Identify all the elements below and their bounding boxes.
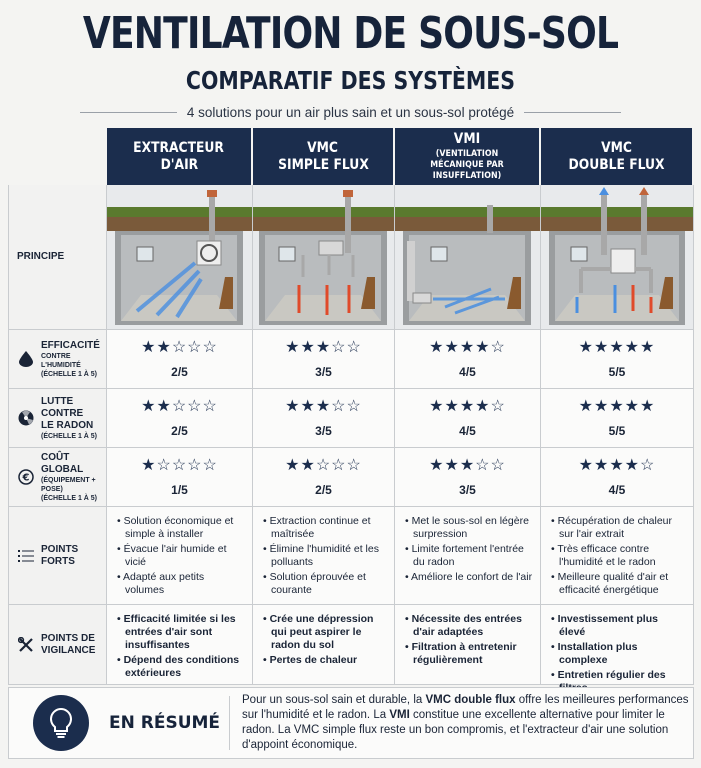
- score: 1/5: [171, 483, 188, 497]
- points-forts-vmi: [395, 507, 541, 605]
- col-header-vmc-double: VMC DOUBLE FLUX: [541, 128, 694, 185]
- row-header-points-vigilance: POINTS DE VIGILANCE: [8, 605, 107, 685]
- list-item: • Extraction continue et maîtrisée: [263, 515, 388, 541]
- points-vigilance-vmi: [395, 605, 541, 685]
- list-item: • Élimine l'humidité et les polluants: [263, 543, 388, 569]
- list-item: • Très efficace contre l'humidité et le radon: [551, 543, 687, 569]
- page-subtitle: COMPARATIF DES SYSTÈMES: [185, 66, 516, 95]
- score: 3/5: [315, 365, 332, 379]
- stars: ★☆☆☆☆: [141, 457, 218, 474]
- row-header-principe: PRINCIPE: [8, 185, 107, 330]
- summary-text: Pour un sous-sol sain et durable, la VMC double flux offre les meilleures performances sur l'humidité et le radon. La VMI constitue une excellente alternative pour limiter le radon. La VMC simple flux reste un bon compromis, et l'extracteur d'air une solution d'appoint économique.: [242, 694, 689, 751]
- lightbulb-icon: [33, 695, 89, 751]
- list-item: • Crée une dépression qui peut aspirer le radon du sol: [263, 613, 388, 652]
- score: 3/5: [459, 483, 476, 497]
- row-header-efficacite: EFFICACITÉ CONTRE L'HUMIDITÉ (ÉCHELLE 1 À 5): [8, 330, 107, 389]
- list-item: • Limite fortement l'entrée du radon: [405, 543, 534, 569]
- stars: ★★★☆☆: [429, 457, 506, 474]
- rating-cout-vmi: [395, 448, 541, 507]
- illustration-vmi: [395, 185, 541, 330]
- rating-cout-vmc-simple: [253, 448, 395, 507]
- list-item: • Pertes de chaleur: [263, 654, 388, 667]
- radon-icon: [17, 409, 35, 427]
- rating-cout-extracteur: [107, 448, 253, 507]
- list-item: • Meilleure qualité d'air et efficacité énergétique: [551, 571, 687, 597]
- list-item: • Met le sous-sol en légère surpression: [405, 515, 534, 541]
- list-item: • Efficacité limitée si les entrées d'air sont insuffisantes: [117, 613, 246, 652]
- rating-efficacite-extracteur: [107, 330, 253, 389]
- summary-divider: [229, 696, 230, 750]
- col-header-extracteur: EXTRACTEUR D'AIR: [107, 128, 253, 185]
- list-item: • Évacue l'air humide et vicié: [117, 543, 246, 569]
- rating-efficacite-vmc-simple: [253, 330, 395, 389]
- points-forts-vmc-double: [541, 507, 694, 605]
- divider-left: [80, 112, 177, 113]
- comparison-table: [8, 128, 694, 685]
- stars: ★★★★☆: [578, 457, 656, 474]
- score: 4/5: [608, 483, 626, 497]
- rating-efficacite-vmi: [395, 330, 541, 389]
- stars: ★★★★★: [578, 339, 656, 356]
- score: 5/5: [608, 424, 626, 438]
- page-title: VENTILATION DE SOUS-SOL: [82, 8, 619, 59]
- list-item: • Solution économique et simple à installer: [117, 515, 246, 541]
- rating-radon-extracteur: [107, 389, 253, 448]
- points-vigilance-vmc-simple: [253, 605, 395, 685]
- illustration-vmc-simple: [253, 185, 395, 330]
- row-header-cout: € COÛT GLOBAL (ÉQUIPEMENT + POSE) (ÉCHELLE 1 À 5): [8, 448, 107, 507]
- illustration-extracteur: [107, 185, 253, 330]
- rating-radon-vmc-simple: [253, 389, 395, 448]
- stars: ★★★☆☆: [285, 339, 362, 356]
- stars: ★★★★★: [578, 398, 656, 415]
- list-item: • Investissement plus élevé: [551, 613, 687, 639]
- stars: ★★★★☆: [429, 339, 506, 356]
- list-item: • Dépend des conditions extérieures: [117, 654, 246, 680]
- list-item: • Installation plus complexe: [551, 641, 687, 667]
- tagline-row: [80, 102, 621, 122]
- col-header-vmi: VMI (VENTILATION MÉCANIQUE PAR INSUFFLATION): [395, 128, 541, 185]
- list-item: • Nécessite des entrées d'air adaptées: [405, 613, 534, 639]
- divider-right: [524, 112, 621, 113]
- score: 2/5: [171, 424, 188, 438]
- rating-cout-vmc-double: [541, 448, 694, 507]
- illustration-vmc-double: [541, 185, 694, 330]
- euro-icon: [17, 468, 35, 486]
- stars: ★★★★☆: [429, 398, 506, 415]
- score: 3/5: [315, 424, 332, 438]
- rating-efficacite-vmc-double: [541, 330, 694, 389]
- col-header-vmc-simple: VMC SIMPLE FLUX: [253, 128, 395, 185]
- points-forts-vmc-simple: [253, 507, 395, 605]
- score: 2/5: [171, 365, 188, 379]
- list-item: • Filtration à entretenir régulièrement: [405, 641, 534, 667]
- points-vigilance-extracteur: [107, 605, 253, 685]
- row-header-radon: LUTTE CONTRE LE RADON (ÉCHELLE 1 À 5): [8, 389, 107, 448]
- list-item: • Améliore le confort de l'air: [405, 571, 534, 584]
- score: 2/5: [315, 483, 332, 497]
- water-drop-icon: [17, 350, 35, 368]
- summary-box: [8, 687, 694, 759]
- table-corner: [8, 128, 107, 185]
- list-item: • Solution éprouvée et courante: [263, 571, 388, 597]
- stars: ★★☆☆☆: [141, 398, 218, 415]
- tools-icon: [17, 636, 35, 654]
- row-header-points-forts: POINTS FORTS: [8, 507, 107, 605]
- score: 4/5: [459, 424, 476, 438]
- points-vigilance-vmc-double: [541, 605, 694, 685]
- stars: ★★☆☆☆: [141, 339, 218, 356]
- score: 5/5: [608, 365, 626, 379]
- tagline: 4 solutions pour un air plus sain et un sous-sol protégé: [186, 104, 515, 120]
- svg-text:€: €: [22, 472, 30, 484]
- stars: ★★★☆☆: [285, 398, 362, 415]
- list-item: • Adapté aux petits volumes: [117, 571, 246, 597]
- rating-radon-vmi: [395, 389, 541, 448]
- rating-radon-vmc-double: [541, 389, 694, 448]
- list-item: • Entretien régulier des: [551, 669, 687, 695]
- list-icon: [17, 547, 35, 565]
- summary-title: EN RÉSUMÉ: [109, 713, 221, 733]
- score: 4/5: [459, 365, 476, 379]
- points-forts-extracteur: [107, 507, 253, 605]
- list-item: • Récupération de chaleur sur l'air extrait: [551, 515, 687, 541]
- stars: ★★☆☆☆: [285, 457, 362, 474]
